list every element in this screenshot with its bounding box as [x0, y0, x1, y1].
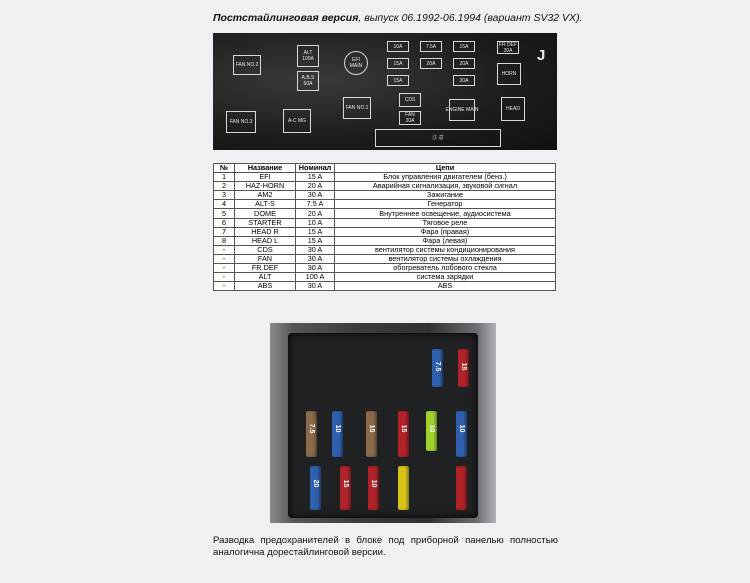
cell-circuits: ABS — [335, 282, 556, 291]
cell-number: 8 — [214, 236, 235, 245]
cover-warning-plate: 注 意 — [375, 129, 501, 147]
heading-rest: , выпуск 06.1992-06.1994 (вариант SV32 VX). — [358, 12, 583, 24]
cell-rating: 15 A — [296, 173, 335, 182]
cell-name: ALT — [235, 273, 296, 282]
fuse-blue — [310, 466, 321, 510]
col-number: № — [214, 164, 235, 173]
cell-number: 1 — [214, 173, 235, 182]
cover-fuse-15a-2: 15A — [387, 58, 409, 69]
fuse-rating-label: 20 — [312, 479, 319, 488]
fuse-box-photo — [270, 323, 496, 523]
cover-fuse-20a-1: 20A — [420, 58, 442, 69]
cell-number: - — [214, 254, 235, 263]
fuse-rating-label: 7.5 — [434, 361, 441, 372]
fuse-blue — [456, 411, 467, 457]
cell-name: CDS — [235, 245, 296, 254]
cell-number: 7 — [214, 227, 235, 236]
cover-fan-amp: 30A — [405, 118, 415, 124]
cover-fuse-30a-1: 30A — [453, 75, 475, 86]
cell-number: - — [214, 282, 235, 291]
fuse-rating-label: 15 — [368, 424, 375, 433]
cell-name: HEAD L — [235, 236, 296, 245]
cover-fr-def-text: FR DEF — [498, 41, 518, 48]
cell-circuits: обогреватель лобового стекла — [335, 264, 556, 273]
cover-fuse-15a-3: 15A — [387, 75, 409, 86]
cover-fuse-15a-1: 15A — [453, 41, 475, 52]
fuse-rating-label: 10 — [428, 424, 435, 433]
table-row — [214, 236, 556, 245]
fuse-red — [340, 466, 351, 510]
cell-rating: 7.5 A — [296, 200, 335, 209]
cell-number: - — [214, 264, 235, 273]
cell-name: FAN — [235, 254, 296, 263]
fuse-rating-label: 10 — [458, 424, 465, 433]
fuse-green — [426, 411, 437, 451]
fuse-yellow — [398, 466, 409, 510]
cell-name: HEAD R — [235, 227, 296, 236]
cover-label-alt — [297, 45, 319, 67]
photo-caption: Разводка предохранителей в блоке под приборной панелью полностью аналогична дорестайлинговой версии. — [213, 535, 558, 558]
fuse-red — [456, 466, 467, 510]
cover-abs-amp: 60A — [303, 81, 313, 87]
cell-name: EFI — [235, 173, 296, 182]
cell-circuits: Фара (левая) — [335, 236, 556, 245]
fuse-rating-label: 15 — [460, 362, 467, 371]
cover-fuse-fr-def — [497, 41, 519, 54]
cover-label-efi-main — [344, 51, 368, 75]
cell-circuits: вентилятор системы охлаждения — [335, 254, 556, 263]
cover-fuse-10a: 10A — [387, 41, 409, 52]
cover-j-mark: J — [537, 47, 546, 64]
cell-circuits: вентилятор системы кондиционирования — [335, 245, 556, 254]
cover-fuse-20a-2: 20A — [453, 58, 475, 69]
fuse-rating-label: 7.5 — [308, 423, 315, 434]
cell-circuits: Блок управления двигателем (бенз.) — [335, 173, 556, 182]
cell-rating: 30 A — [296, 245, 335, 254]
cell-number: 3 — [214, 191, 235, 200]
cell-rating: 15 A — [296, 227, 335, 236]
fuse-table — [213, 163, 556, 291]
col-rating: Номинал — [296, 164, 335, 173]
table-row — [214, 227, 556, 236]
cell-circuits: Аварийная сигнализация, звуковой сигнал — [335, 182, 556, 191]
fuse-blue — [332, 411, 343, 457]
cover-main-text: MAIN — [349, 63, 363, 69]
cover-abs-text: A.B.S — [301, 75, 315, 81]
fuse-rating-label: 10 — [334, 424, 341, 433]
fuse-box-panel — [288, 333, 478, 518]
cover-label-fan-no3: FAN NO.3 — [226, 111, 256, 133]
cover-label-cds: CDS — [399, 93, 421, 107]
cell-name: STARTER — [235, 218, 296, 227]
cover-label-ac-mg: A-C MG — [283, 109, 311, 133]
cell-name: DOME — [235, 209, 296, 218]
cell-name: FR.DEF — [235, 264, 296, 273]
cell-number: - — [214, 273, 235, 282]
cover-label-fan — [399, 111, 421, 125]
cover-fuse-7-5a: 7.5A — [420, 41, 442, 52]
cell-circuits: система зарядки — [335, 273, 556, 282]
fuse-blue — [432, 349, 443, 387]
cell-circuits: Тяговое реле — [335, 218, 556, 227]
heading-bold: Постстайлинговая версия — [213, 12, 359, 24]
fuse-rating-label: 15 — [400, 424, 407, 433]
cell-rating: 30 A — [296, 264, 335, 273]
fuse-red — [368, 466, 379, 510]
cell-rating: 30 A — [296, 191, 335, 200]
cell-rating: 100 A — [296, 273, 335, 282]
cell-number: 6 — [214, 218, 235, 227]
cell-number: 5 — [214, 209, 235, 218]
cell-circuits: Зажигание — [335, 191, 556, 200]
cell-number: 2 — [214, 182, 235, 191]
cover-label-fan-no1: FAN NO.1 — [343, 97, 371, 119]
cover-label-abs — [297, 71, 319, 91]
cell-name: HAZ-HORN — [235, 182, 296, 191]
fuse-tan — [306, 411, 317, 457]
table-row — [214, 200, 556, 209]
cover-alt-text: ALT — [303, 50, 313, 56]
cover-alt-amp: 100A — [302, 56, 314, 62]
fuse-rating-label: 15 — [342, 479, 349, 488]
table-row — [214, 218, 556, 227]
cover-fr-def-amp: 30A — [503, 47, 513, 54]
fuse-red — [398, 411, 409, 457]
fuse-tan — [366, 411, 377, 457]
cell-rating: 10 A — [296, 218, 335, 227]
cell-rating: 30 A — [296, 282, 335, 291]
cell-rating: 15 A — [296, 236, 335, 245]
cell-number: - — [214, 245, 235, 254]
fuse-cover-diagram — [213, 33, 557, 150]
cell-circuits: Генератор — [335, 200, 556, 209]
cover-label-head: HEAD — [501, 97, 525, 121]
cell-rating: 20 A — [296, 182, 335, 191]
cover-label-fan-no2: FAN NO.2 — [233, 55, 261, 75]
fuse-red — [458, 349, 469, 387]
section-heading — [213, 12, 582, 24]
cell-name: ALT-S — [235, 200, 296, 209]
cell-circuits: Внутреннее освещение, аудиосистема — [335, 209, 556, 218]
cell-name: ABS — [235, 282, 296, 291]
cover-efi-text: EFI — [352, 57, 360, 63]
cover-label-engine-main: ENGINE MAIN — [449, 99, 475, 121]
cell-name: AM2 — [235, 191, 296, 200]
cover-fan-text: FAN — [405, 112, 415, 118]
col-name: Название — [235, 164, 296, 173]
col-circuits: Цепи — [335, 164, 556, 173]
cell-circuits: Фара (правая) — [335, 227, 556, 236]
cell-rating: 30 A — [296, 254, 335, 263]
fuse-rating-label: 10 — [370, 479, 377, 488]
cell-number: 4 — [214, 200, 235, 209]
cover-label-horn: HORN — [497, 63, 521, 85]
cell-rating: 20 A — [296, 209, 335, 218]
table-row — [214, 209, 556, 218]
table-row — [214, 282, 556, 291]
